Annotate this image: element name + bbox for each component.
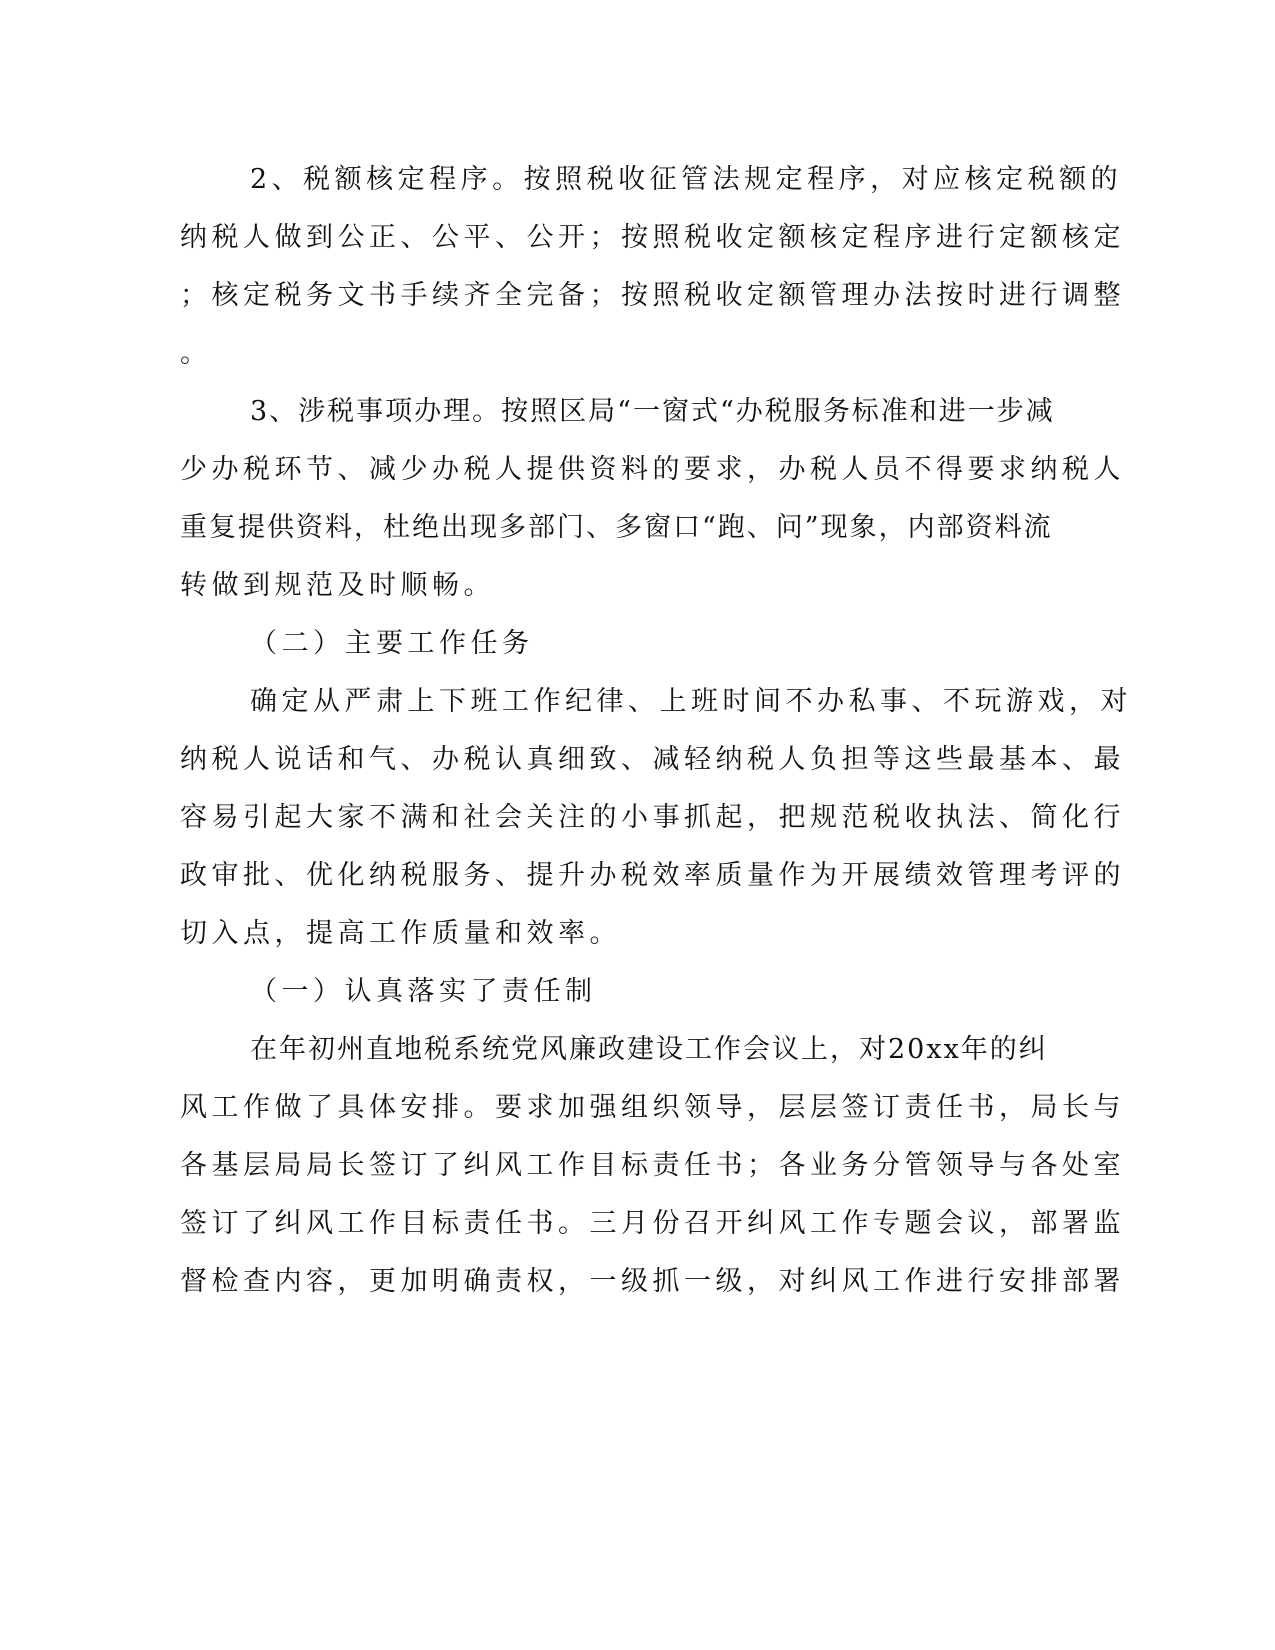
text-line: 容易引起大家不满和社会关注的小事抓起，把规范税收执法、简化行 <box>180 802 1125 833</box>
text-line: 。 <box>180 338 212 369</box>
text-line: 重复提供资料，杜绝出现多部门、多窗口“跑、问”现象，内部资料流 <box>180 512 1053 543</box>
text-line: 各基层局局长签订了纠风工作目标责任书；各业务分管领导与各处室 <box>180 1150 1125 1181</box>
text-line: 确定从严肃上下班工作纪律、上班时间不办私事、不玩游戏，对 <box>250 686 1132 717</box>
text-line: 在年初州直地税系统党风廉政建设工作会议上，对20xx年的纠 <box>250 1034 1048 1065</box>
text-line: 转做到规范及时顺畅。 <box>180 570 495 601</box>
text-line: 切入点，提高工作质量和效率。 <box>180 918 621 949</box>
text-line: 2、税额核定程序。按照税收征管法规定程序，对应核定税额的 <box>250 164 1123 195</box>
section-heading: （一）认真落实了责任制 <box>250 976 597 1007</box>
text-line: 纳税人说话和气、办税认真细致、减轻纳税人负担等这些最基本、最 <box>180 744 1125 775</box>
text-line: ；核定税务文书手续齐全完备；按照税收定额管理办法按时进行调整 <box>180 280 1125 311</box>
text-line: 纳税人做到公正、公平、公开；按照税收定额核定程序进行定额核定 <box>180 222 1125 253</box>
text-line: 督检查内容，更加明确责权，一级抓一级，对纠风工作进行安排部署 <box>180 1266 1125 1297</box>
text-line: 3、涉税事项办理。按照区局“一窗式“办税服务标准和进一步减 <box>250 396 1055 427</box>
text-line: 风工作做了具体安排。要求加强组织领导，层层签订责任书，局长与 <box>180 1092 1125 1123</box>
text-line: 签订了纠风工作目标责任书。三月份召开纠风工作专题会议，部署监 <box>180 1208 1125 1239</box>
section-heading: （二）主要工作任务 <box>250 628 534 659</box>
text-line: 少办税环节、减少办税人提供资料的要求，办税人员不得要求纳税人 <box>180 454 1125 485</box>
text-line: 政审批、优化纳税服务、提升办税效率质量作为开展绩效管理考评的 <box>180 860 1125 891</box>
